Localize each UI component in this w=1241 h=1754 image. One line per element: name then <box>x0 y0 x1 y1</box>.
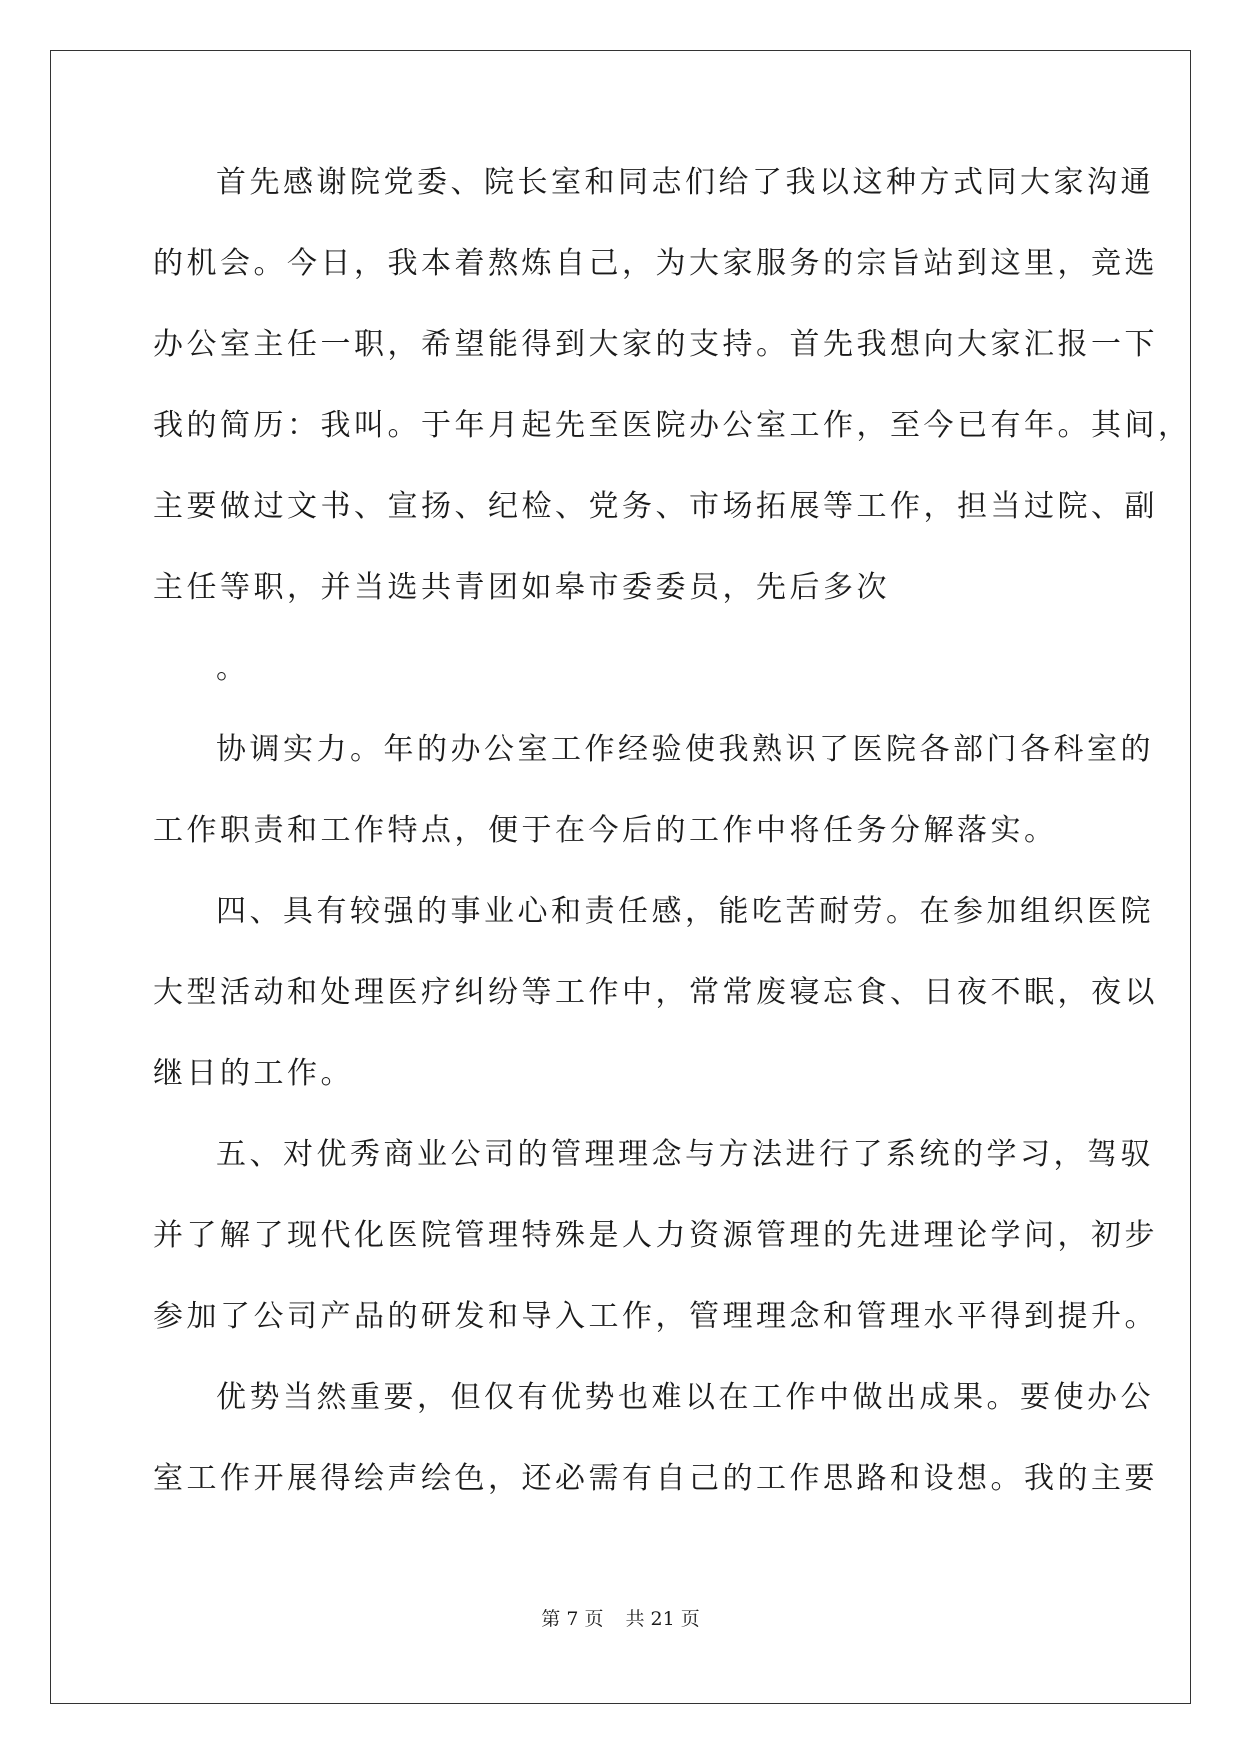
text-line: 四、具有较强的事业心和责任感，能吃苦耐劳。在参加组织医院 <box>216 894 1154 929</box>
page-number: 第 7 页 <box>541 1608 604 1630</box>
text-line: 五、对优秀商业公司的管理理念与方法进行了系统的学习，驾驭 <box>216 1137 1154 1172</box>
text-line: 首先感谢院党委、院长室和同志们给了我以这种方式同大家沟通 <box>216 165 1154 200</box>
text-line: 。 <box>216 651 250 686</box>
text-line: 并了解了现代化医院管理特殊是人力资源管理的先进理论学问，初步 <box>153 1218 1158 1253</box>
text-line: 主要做过文书、宣扬、纪检、党务、市场拓展等工作，担当过院、副 <box>153 489 1158 524</box>
document-body <box>153 165 1192 1542</box>
text-line: 主任等职，并当选共青团如皋市委委员，先后多次 <box>153 570 890 605</box>
page-total: 共 21 页 <box>625 1608 700 1630</box>
text-line: 我的简历：我叫。于年月起先至医院办公室工作，至今已有年。其间， <box>153 408 1192 443</box>
page-footer <box>0 1604 1241 1631</box>
text-line: 大型活动和处理医疗纠纷等工作中，常常废寝忘食、日夜不眠，夜以 <box>153 975 1158 1010</box>
text-line: 参加了公司产品的研发和导入工作，管理理念和管理水平得到提升。 <box>153 1299 1158 1334</box>
text-line: 继日的工作。 <box>153 1056 354 1091</box>
text-line: 优势当然重要，但仅有优势也难以在工作中做出成果。要使办公 <box>216 1380 1154 1415</box>
text-line: 的机会。今日，我本着熬炼自己，为大家服务的宗旨站到这里，竞选 <box>153 246 1158 281</box>
text-line: 协调实力。年的办公室工作经验使我熟识了医院各部门各科室的 <box>216 732 1154 767</box>
text-line: 工作职责和工作特点，便于在今后的工作中将任务分解落实。 <box>153 813 1058 848</box>
text-line: 室工作开展得绘声绘色，还必需有自己的工作思路和设想。我的主要 <box>153 1461 1158 1496</box>
text-line: 办公室主任一职，希望能得到大家的支持。首先我想向大家汇报一下 <box>153 327 1158 362</box>
